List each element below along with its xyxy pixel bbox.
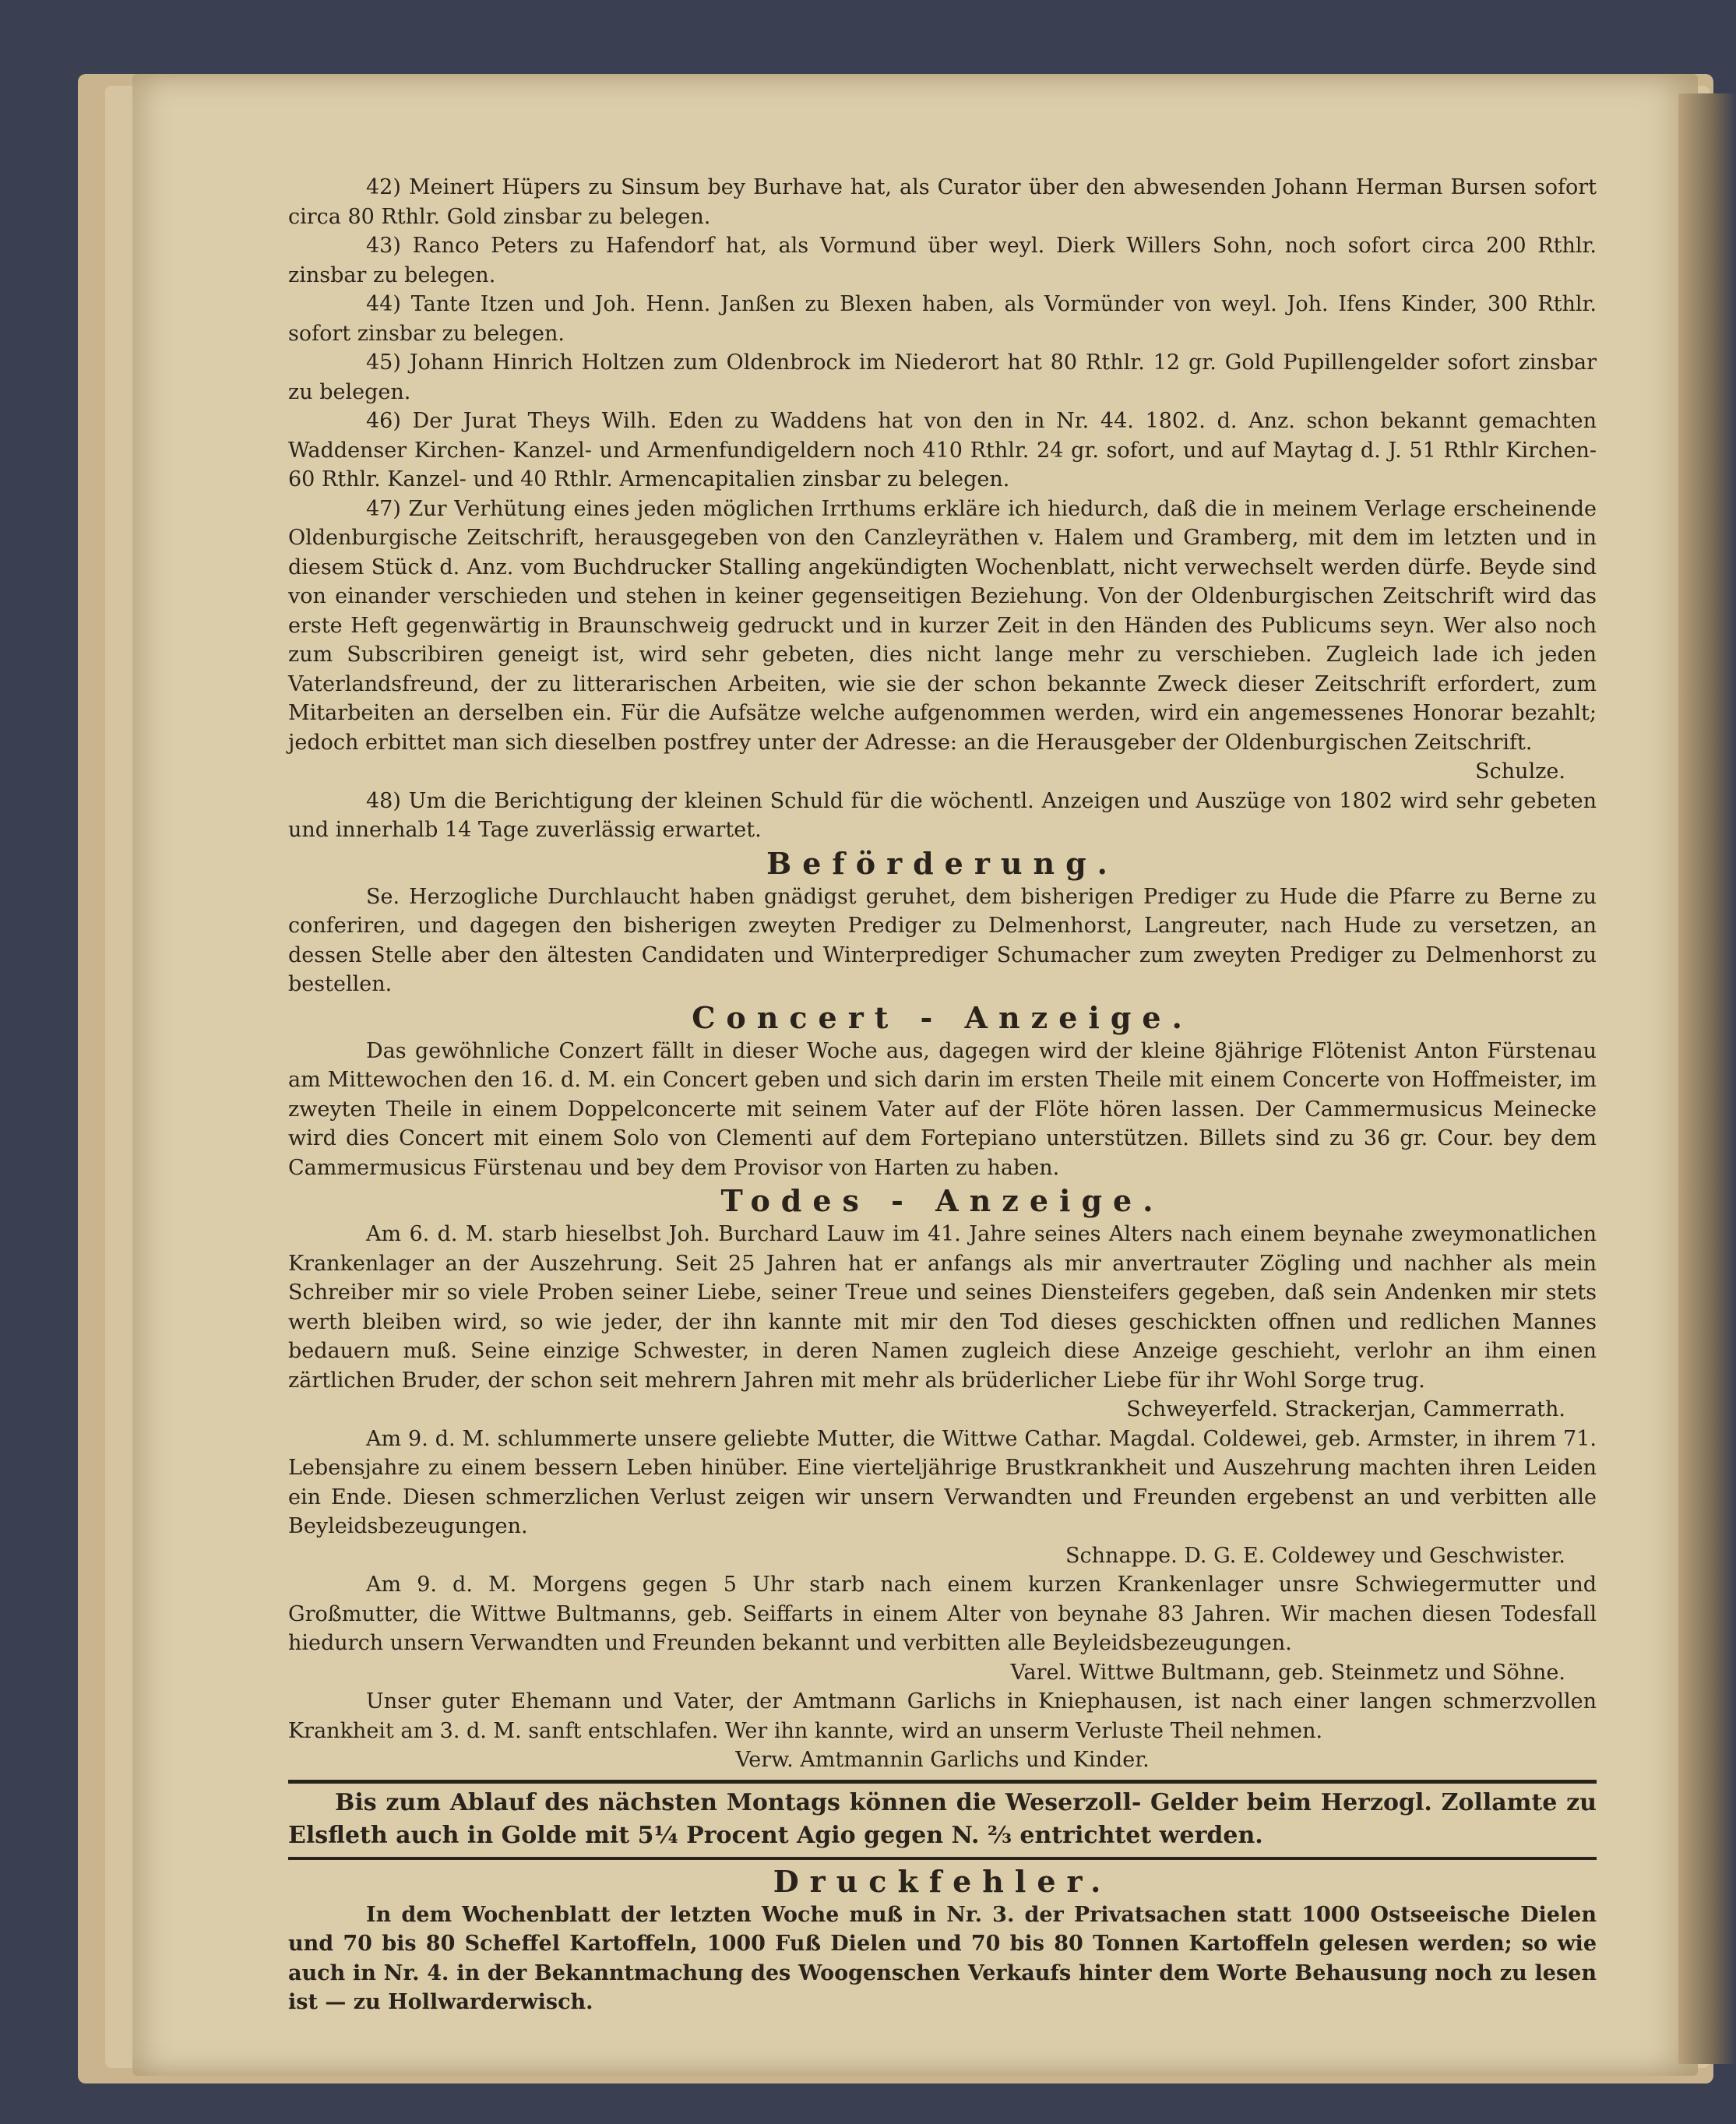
divider-rule: [288, 1780, 1597, 1784]
heading-concert: Concert - Anzeige.: [692, 999, 1193, 1035]
signature-47: Schulze.: [1475, 759, 1565, 784]
heading-todes: Todes - Anzeige.: [720, 1183, 1164, 1218]
notice-47: 47) Zur Verhütung eines jeden möglichen Irrthums erkläre ich hiedurch, daß die in meinem Verlage erscheinende Oldenburgische Zeitschrift, herausgegeben von den Canzleyräthen v. Halem und Gramberg, mit dem im letzten und in diesem Stück d. Anz. vom Buchdrucker Stalling angekündigten Wochenblatt, nicht verwechselt werden dürfe. Beyde sind von einander verschieden und stehen in keiner gegenseitigen Beziehung. Von der Oldenburgischen Zeitschrift wird das erste Heft gegenwärtig in Braunschweig gedruckt und in kurzer Zeit in den Händen des Publicums seyn. Wer also noch zum Subscribiren geneigt ist, wird sehr gebeten, dies nicht lange mehr zu verschieben. Zugleich lade ich jeden Vaterlandsfreund, der zu litterarischen Arbeiten, wie sie der schon bekannte Zweck dieser Zeitschrift erfordert, zum Mitarbeiten an derselben ein. Für die Aufsätze welche aufgenommen werden, wird ein angemessenes Honorar bezahlt; jedoch erbittet man sich dieselben postfrey unter der Adresse: an die Herausgeber der Oldenburgischen Zeitschrift.: [288, 496, 1597, 755]
todes-3: Am 9. d. M. Morgens gegen 5 Uhr starb nach einem kurzen Krankenlager unsre Schwiegermutter und Großmutter, die Wittwe Bultmanns, geb. Seiffarts in einem Alter von beynahe 83 Jahren. Wir machen diesen Todesfall hiedurch unsern Verwandten und Freunden bekannt und verbitten alle Beyleidsbezeugungen.: [288, 1573, 1597, 1655]
todes-4: Unser guter Ehemann und Vater, der Amtmann Garlichs in Kniephausen, ist nach einer langen schmerzvollen Krankheit am 3. d. M. sanft entschlafen. Wer ihn kannte, wird an unserm Verluste Theil nehmen.: [288, 1689, 1597, 1743]
heading-druckfehler: Druckfehler.: [773, 1863, 1112, 1899]
todes-signature-1: Schweyerfeld. Strackerjan, Cammerrath.: [1126, 1397, 1565, 1421]
notice-45: 45) Johann Hinrich Holtzen zum Oldenbrock im Niederort hat 80 Rthlr. 12 gr. Gold Pupillengelder sofort zinsbar zu belegen.: [288, 350, 1597, 404]
notice-44: 44) Tante Itzen und Joh. Henn. Janßen zu Blexen haben, als Vormünder von weyl. Joh. Ifens Kinder, 300 Rthlr. sofort zinsbar zu belegen.: [288, 292, 1597, 346]
druckfehler-block: [288, 1900, 1597, 2017]
todes-signature-3: Varel. Wittwe Bultmann, geb. Steinmetz und Söhne.: [1010, 1660, 1565, 1685]
notice-43: 43) Ranco Peters zu Hafendorf hat, als Vormund über weyl. Dierk Willers Sohn, noch sofort circa 200 Rthlr. zinsbar zu belegen.: [288, 234, 1597, 287]
page-content: [288, 173, 1597, 2017]
heading-befoerderung: Beförderung.: [766, 845, 1118, 881]
notice-48: 48) Um die Berichtigung der kleinen Schuld für die wöchentl. Anzeigen und Auszüge von 1802 wird sehr gebeten und innerhalb 14 Tage zuverlässig erwartet.: [288, 788, 1597, 842]
todes-signature-2: Schnappe. D. G. E. Coldewey und Geschwister.: [1065, 1543, 1565, 1568]
befoerderung-text: Se. Herzogliche Durchlaucht haben gnädigst geruhet, dem bisherigen Prediger zu Hude die Pfarre zu Berne zu conferiren, und dagegen den bisherigen zweyten Prediger zu Delmenhorst, Langreuter, nach Hude zu versetzen, an dessen Stelle aber den ältesten Candidaten und Winterprediger Schumacher zum zweyten Prediger zu Delmenhorst zu bestellen.: [288, 884, 1597, 996]
binding-shadow: [1678, 93, 1736, 2064]
druckfehler-text: In dem Wochenblatt der letzten Woche muß in Nr. 3. der Privatsachen statt 1000 Ostseeische Dielen und 70 bis 80 Scheffel Kartoffeln, 1000 Fuß Dielen und 70 bis 80 Tonnen Kartoffeln gelesen werden; so wie auch in Nr. 4. in der Bekanntmachung des Woogenschen Verkaufs hinter dem Worte Behausung noch zu lesen ist — zu Hollwarderwisch.: [288, 1902, 1597, 2014]
todes-signature-4: Verw. Amtmannin Garlichs und Kinder.: [735, 1748, 1150, 1772]
concert-text: Das gewöhnliche Conzert fällt in dieser Woche aus, dagegen wird der kleine 8jährige Flötenist Anton Fürstenau am Mittewochen den 16. d. M. ein Concert geben und sich darin im ersten Theile mit einem Concerte von Hoffmeister, im zweyten Theile in einem Doppelconcerte mit seinem Vater auf der Flöte hören lassen. Der Cammermusicus Meinecke wird dies Concert mit einem Solo von Clementi auf dem Fortepiano unterstützen. Billets sind zu 36 gr. Cour. bey dem Cammermusicus Fürstenau und bey dem Provisor von Harten zu haben.: [288, 1038, 1597, 1180]
zoll-notice: Bis zum Ablauf des nächsten Montags können die Weserzoll- Gelder beim Herzogl. Zollamte zu Elsfleth auch in Golde mit 5¼ Procent Agio gegen N. ⅔ entrichtet werden.: [288, 1788, 1597, 1849]
divider-rule-2: [288, 1857, 1597, 1860]
todes-2: Am 9. d. M. schlummerte unsere geliebte Mutter, die Wittwe Cathar. Magdal. Coldewei, geb. Armster, in ihrem 71. Lebensjahre zu einem bessern Leben hinüber. Eine vierteljährige Brustkrankheit und Auszehrung machten ihren Leiden ein Ende. Diesen schmerzlichen Verlust zeigen wir unsern Verwandten und Freunden ergebenst an und verbitten alle Beyleidsbezeugungen.: [288, 1426, 1597, 1538]
notice-42: 42) Meinert Hüpers zu Sinsum bey Burhave hat, als Curator über den abwesenden Johann Herman Bursen sofort circa 80 Rthlr. Gold zinsbar zu belegen.: [288, 175, 1597, 229]
zoll-notice-block: [288, 1787, 1597, 1852]
notice-46: 46) Der Jurat Theys Wilh. Eden zu Waddens hat von den in Nr. 44. 1802. d. Anz. schon bekannt gemachten Waddenser Kirchen- Kanzel- und Armenfundigeldern noch 410 Rthlr. 24 gr. sofort, und auf Maytag d. J. 51 Rthlr Kirchen- 60 Rthlr. Kanzel- und 40 Rthlr. Armencapitalien zinsbar zu belegen.: [288, 409, 1597, 491]
todes-1: Am 6. d. M. starb hieselbst Joh. Burchard Lauw im 41. Jahre seines Alters nach einem beynahe zweymonatlichen Krankenlager an der Auszehrung. Seit 25 Jahren hat er anfangs als mir anvertrauter Zögling und nachher als mein Schreiber mir so viele Proben seiner Liebe, seiner Treue und seines Diensteifers gegeben, daß sein Andenken mir stets werth bleiben wird, so wie jeder, der ihn kannte mit mir den Tod dieses geschickten offnen und redlichen Mannes bedauern muß. Seine einzige Schwester, in deren Namen zugleich diese Anzeige geschieht, verlohr an ihm einen zärtlichen Bruder, der schon seit mehrern Jahren mit mehr als brüderlicher Liebe für ihr Wohl Sorge trug.: [288, 1222, 1597, 1393]
